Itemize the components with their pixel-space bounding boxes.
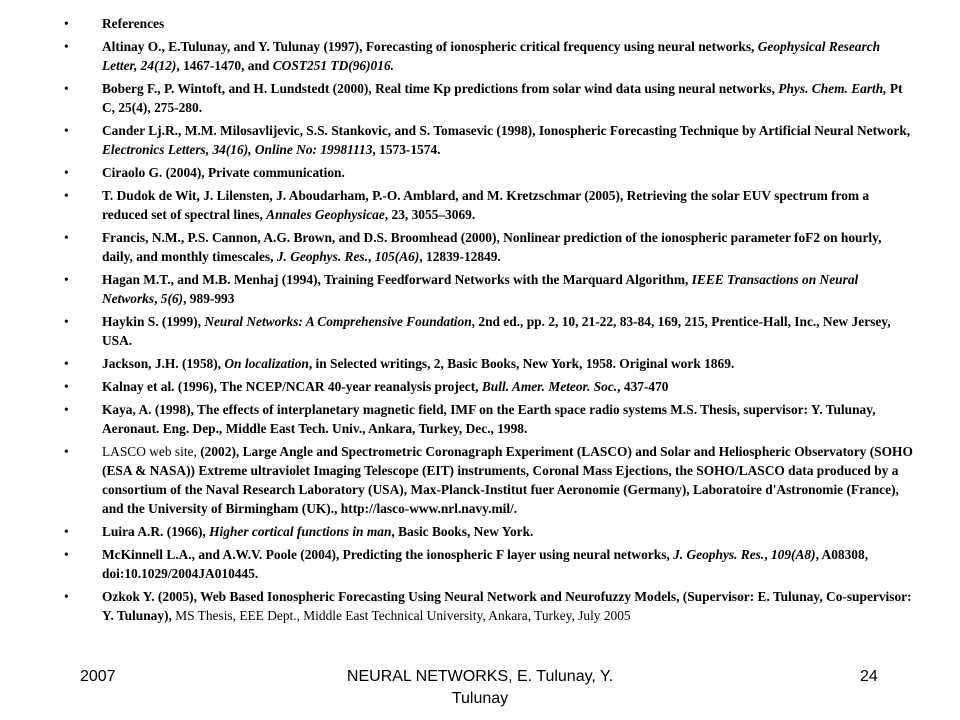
bullet-icon: • <box>64 81 69 96</box>
reference-item <box>64 312 914 350</box>
bullet-icon: • <box>64 589 69 604</box>
reference-item <box>64 163 914 182</box>
footer-year: 2007 <box>80 668 116 685</box>
references-heading <box>64 14 914 33</box>
reference-text: , 1573-1574. <box>372 142 441 157</box>
reference-text: Ozkok Y. (2005), Web Based Ionospheric Forecasting Using Neural Network and Neurofuzzy Models, (Supervisor: E. Tulunay, Co-supervisor: Y. Tulunay), <box>102 589 912 623</box>
reference-text: Altinay O., E.Tulunay, and Y. Tulunay (1997), Forecasting of ionospheric critical frequency using neural networks, <box>102 39 758 54</box>
bullet-icon: • <box>64 379 69 394</box>
reference-text: , 12839-12849. <box>419 249 501 264</box>
reference-italic-text: 5(6) <box>160 291 184 306</box>
reference-text: T. Dudok de Wit, J. Lilensten, J. Aboudarham, P.-O. Amblard, and M. Kretzschmar (2005), Retrieving the solar EUV spectrum from a reduced set of spectral lines, <box>102 188 870 222</box>
reference-text: (2002), Large Angle and Spectrometric Coronagraph Experiment (LASCO) and Solar and Heliospheric Observatory (SOHO (ESA & NASA)) Extreme ultraviolet Imaging Telescope (EIT) instruments, Coronal Mass Ejections, the SOHO/LASCO data produced by a consortium of the Naval Research Laboratory (USA), Max-Planck-Institut fuer Aeronomie (Germany), Laboratoire d'Astronomie (France), and the University of Birmingham (UK)., http://lasco-www.nrl.navy.mil/. <box>102 444 913 516</box>
footer-page-number: 24 <box>860 668 878 685</box>
bullet-icon: • <box>64 402 69 417</box>
reference-italic-text: Bull. Amer. Meteor. Soc. <box>481 379 618 394</box>
bullet-icon: • <box>64 524 69 539</box>
reference-text: , in Selected writings, 2, Basic Books, New York, 1958. Original work 1869. <box>308 356 735 371</box>
reference-text: Cander Lj.R., M.M. Milosavlijevic, S.S. Stankovic, and S. Tomasevic (1998), Ionospheric Forecasting Technique by Artificial Neural Network, <box>102 123 911 138</box>
reference-italic-text: Phys. Chem. Earth, <box>778 81 887 96</box>
reference-italic-text: Geophysical Research Letter, 24(12) <box>102 39 881 73</box>
reference-italic-text: J. Geophys. Res. <box>276 249 368 264</box>
reference-italic-text: On localization <box>224 356 309 371</box>
reference-italic-text: IEEE Transactions on Neural Networks <box>102 272 859 306</box>
reference-item <box>64 377 914 396</box>
reference-italic-text: 109(A8) <box>770 547 816 562</box>
reference-italic-text: 105(A6) <box>374 249 420 264</box>
bullet-icon: • <box>64 188 69 203</box>
reference-item <box>64 186 914 224</box>
reference-text: LASCO web site, <box>102 444 197 459</box>
bullet-icon: • <box>64 39 69 54</box>
reference-text: References <box>102 16 165 31</box>
reference-item <box>64 522 914 541</box>
bullet-icon: • <box>64 314 69 329</box>
bullet-icon: • <box>64 123 69 138</box>
bullet-icon: • <box>64 165 69 180</box>
reference-item <box>64 400 914 438</box>
reference-text: MS Thesis, EEE Dept., Middle East Technical University, Ankara, Turkey, July 2005 <box>171 608 631 623</box>
footer-title: NEURAL NETWORKS, E. Tulunay, Y. Tulunay <box>346 668 614 707</box>
reference-text: Kalnay et al. (1996), The NCEP/NCAR 40-year reanalysis project, <box>102 379 482 394</box>
reference-text: Pt C, 25(4), 275-280. <box>102 81 903 115</box>
reference-text: , <box>367 249 375 264</box>
reference-italic-text: Neural Networks: A Comprehensive Foundation <box>204 314 472 329</box>
bullet-icon: • <box>64 356 69 371</box>
reference-item <box>64 545 914 583</box>
reference-item <box>64 587 914 625</box>
reference-text: Francis, N.M., P.S. Cannon, A.G. Brown, and D.S. Broomhead (2000), Nonlinear prediction of the ionospheric parameter foF2 on hourly, daily, and monthly timescales, <box>102 230 882 264</box>
reference-text: , 1467-1470, and <box>176 58 273 73</box>
reference-italic-text: J. Geophys. Res. <box>673 547 765 562</box>
reference-item <box>64 79 914 117</box>
bullet-icon: • <box>64 16 69 31</box>
reference-item <box>64 442 914 518</box>
reference-text: , 23, 3055–3069. <box>384 207 476 222</box>
reference-item <box>64 228 914 266</box>
reference-item <box>64 37 914 75</box>
reference-text: Haykin S. (1999), <box>102 314 205 329</box>
reference-text: Boberg F., P. Wintoft, and H. Lundstedt (2000), Real time Kp predictions from solar wind data using neural networks, <box>102 81 779 96</box>
reference-text: , Basic Books, New York. <box>391 524 534 539</box>
reference-italic-text: Annales Geophysicae <box>266 207 385 222</box>
reference-list <box>64 14 914 629</box>
reference-text: Jackson, J.H. (1958), <box>102 356 225 371</box>
reference-text: , <box>154 291 161 306</box>
reference-text: Hagan M.T., and M.B. Menhaj (1994), Training Feedforward Networks with the Marquard Algorithm, <box>102 272 692 287</box>
reference-text: , 437-470 <box>617 379 669 394</box>
bullet-icon: • <box>64 272 69 287</box>
reference-item <box>64 121 914 159</box>
reference-text: , 989-993 <box>183 291 235 306</box>
reference-text: , 2nd ed., pp. 2, 10, 21-22, 83-84, 169, 215, Prentice-Hall, Inc., New Jersey, USA. <box>102 314 891 348</box>
reference-text: McKinnell L.A., and A.W.V. Poole (2004), Predicting the ionospheric F layer using neural networks, <box>102 547 674 562</box>
reference-item <box>64 270 914 308</box>
reference-item <box>64 354 914 373</box>
bullet-icon: • <box>64 444 69 459</box>
reference-italic-text: COST251 TD(96)016. <box>272 58 394 73</box>
reference-italic-text: Higher cortical functions in man <box>209 524 392 539</box>
reference-text: Kaya, A. (1998), The effects of interplanetary magnetic field, IMF on the Earth space radio systems M.S. Thesis, supervisor: Y. Tulunay, Aeronaut. Eng. Dep., Middle East Tech. Univ., Ankara, Turkey, Dec., 1998. <box>102 402 876 436</box>
reference-italic-text: Electronics Letters, 34(16), Online No: 19981113 <box>102 142 373 157</box>
reference-text: , <box>764 547 771 562</box>
reference-text: Ciraolo G. (2004), Private communication. <box>102 165 345 180</box>
reference-text: , A08308, doi:10.1029/2004JA010445. <box>102 547 869 581</box>
bullet-icon: • <box>64 230 69 245</box>
reference-text: Luira A.R. (1966), <box>102 524 210 539</box>
bullet-icon: • <box>64 547 69 562</box>
